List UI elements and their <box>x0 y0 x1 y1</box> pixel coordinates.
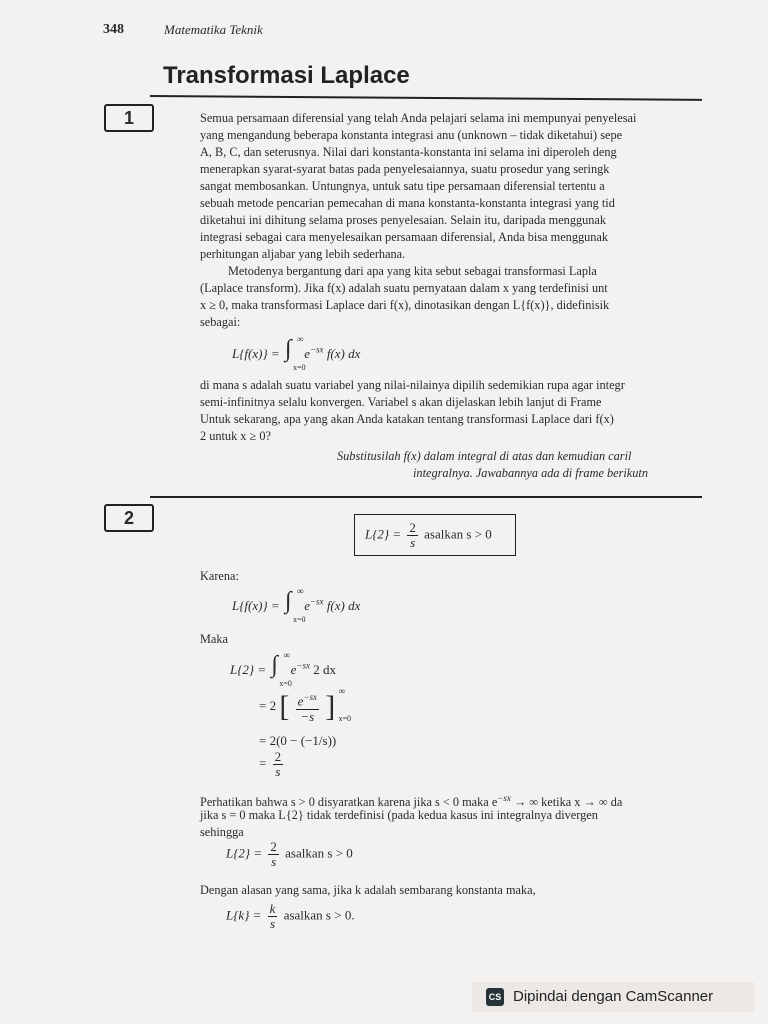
integral-lower: x=0 <box>292 615 306 624</box>
frame-2-rule <box>150 496 702 498</box>
integrand-e: e <box>290 661 297 677</box>
step2-fraction <box>296 690 319 723</box>
watermark-text: Dipindai dengan CamScanner <box>513 988 714 1005</box>
step2-numerator: e <box>297 693 304 709</box>
general-condition: asalkan s > 0. <box>283 907 355 923</box>
answer-expression <box>365 521 492 550</box>
derivation-step-2: = 2 [ $\frac{e^{-sx}}{-s}$ ] ∞ x=0 <box>259 686 351 724</box>
step1-integrand-rest: 2 dx <box>313 661 337 677</box>
text-line: sebagai: <box>200 315 241 329</box>
result-fraction <box>268 840 279 869</box>
integral-lower: x=0 <box>292 363 306 372</box>
answer-box <box>354 514 516 556</box>
integrand-e: e <box>304 597 310 613</box>
frame-1-rule <box>150 95 702 101</box>
frame-2-number: 2 <box>104 504 154 532</box>
result-numerator: 2 <box>270 839 277 854</box>
integrand-exponent: −sx <box>296 660 311 671</box>
note-line: sehingga <box>200 825 244 839</box>
general-expression <box>226 902 355 931</box>
result-condition: asalkan s > 0 <box>285 845 353 861</box>
step2-exponent: −sx <box>303 692 317 703</box>
integrand-rest: f(x) dx <box>326 597 361 613</box>
text-line: 2 untuk x ≥ 0? <box>200 429 271 443</box>
text-line: di mana s adalah suatu variabel yang nilai-nilainya dipilih sedemikian rupa agar integr <box>200 378 625 392</box>
note-exponent: −sx <box>497 793 511 803</box>
integrand-exponent: −sx <box>309 344 324 355</box>
integral-symbol: ∫ <box>271 652 278 678</box>
integral-upper: ∞ <box>296 334 304 344</box>
result-expression <box>226 840 353 869</box>
note-line: Perhatikan bahwa s > 0 disyaratkan karena jika s < 0 maka e <box>200 795 498 810</box>
step4-denominator: s <box>275 764 281 779</box>
general-denominator: s <box>270 916 276 931</box>
general-numerator: k <box>269 901 276 916</box>
text-line: menerapkan syarat-syarat batas pada penyelesaiannya, suatu prosedur yang seringk <box>200 162 610 176</box>
answer-denominator: s <box>410 535 416 550</box>
camscanner-icon: CS <box>486 988 504 1006</box>
step4-numerator: 2 <box>274 749 282 764</box>
step4-fraction <box>273 750 284 779</box>
section-title: Transformasi Laplace <box>163 62 410 89</box>
text-line: A, B, C, dan seterusnya. Nilai dari konstanta-konstanta ini selama ini diperoleh deng <box>200 145 617 159</box>
derivation-step-3: = 2(0 − (−1/s)) <box>259 733 337 748</box>
text-line: sebuah metode pencarian pemecahan di mana konstanta-konstanta integrasi yang tid <box>200 196 615 210</box>
text-line: diketahui ini dihitung selama proses penyelesaian. Selain itu, daripada menggunak <box>200 213 607 227</box>
text-line: x ≥ 0, maka transformasi Laplace dari f(x), dinotasikan dengan L{f(x)}, didefinisik <box>200 298 610 312</box>
hint-line: Substitusilah f(x) dalam integral di atas dan kemudian caril <box>337 449 632 463</box>
text-line: Metodenya bergantung dari apa yang kita sebut sebagai transformasi Lapla <box>228 264 597 278</box>
camscanner-watermark <box>472 982 754 1012</box>
karena-label: Karena: <box>200 569 239 583</box>
text-line: semi-infinitnya selalu konvergen. Variabel s akan dijelaskan lebih lanjut di Frame <box>200 395 602 409</box>
note-line-tail: → ∞ ketika x → ∞ da <box>513 795 623 810</box>
text-line: Semua persamaan diferensial yang telah Anda pelajari selama ini mempunyai penyelesai <box>200 111 637 125</box>
bracket-lower: x=0 <box>338 714 351 723</box>
text-line: (Laplace transform). Jika f(x) adalah suatu pernyataan dalam x yang terdefinisi unt <box>200 281 608 295</box>
general-lhs: L{k} = <box>226 907 262 923</box>
answer-condition: asalkan s > 0 <box>424 526 492 542</box>
integrand-exponent: −sx <box>309 596 324 607</box>
note-line: jika s = 0 maka L{2} tidak terdefinisi (pada kedua kasus ini integralnya divergen <box>200 808 598 822</box>
text-line: sangat membosankan. Untungnya, untuk satu tipe persamaan diferensial tertentu a <box>200 179 605 193</box>
hint-line: integralnya. Jawabannya ada di frame berikutn <box>413 466 648 480</box>
integral-symbol: ∫ <box>284 336 292 362</box>
result-lhs: L{2} = <box>226 845 263 861</box>
page-number: 348 <box>103 22 124 37</box>
integral-symbol: ∫ <box>284 588 292 614</box>
step1-lhs: L{2} = <box>230 661 267 677</box>
integrand-e: e <box>304 345 310 361</box>
general-line: Dengan alasan yang sama, jika k adalah sembarang konstanta maka, <box>200 883 536 897</box>
integral-upper: ∞ <box>296 586 304 596</box>
laplace-definition <box>232 334 361 372</box>
definition-lhs: L{f(x)} = <box>232 597 280 613</box>
text-line: Untuk sekarang, apa yang akan Anda katakan tentang transformasi Laplace dari f(x) <box>200 412 614 426</box>
text-line: integrasi sebagai cara menyelesaikan persamaan diferensial, Anda bisa menggunak <box>200 230 609 244</box>
text-line: perhitungan aljabar yang lebih sederhana. <box>200 247 406 261</box>
integral-lower: x=0 <box>279 679 292 688</box>
answer-lhs: L{2} = <box>365 526 402 542</box>
answer-fraction <box>407 521 418 550</box>
step2-denominator: −s <box>300 708 315 724</box>
derivation-step-1 <box>230 650 337 688</box>
result-denominator: s <box>271 854 277 869</box>
definition-lhs: L{f(x)} = <box>232 345 280 361</box>
frame-1-number: 1 <box>104 104 154 132</box>
general-fraction <box>268 902 278 931</box>
answer-numerator: 2 <box>409 520 416 535</box>
bracket-upper: ∞ <box>338 686 345 696</box>
karena-definition <box>232 586 361 624</box>
text-line: yang mengandung beberapa konstanta integrasi anu (unknown – tidak diketahui) sepe <box>200 128 623 142</box>
integrand-rest: f(x) dx <box>326 345 361 361</box>
maka-label: Maka <box>200 632 228 646</box>
running-head: Matematika Teknik <box>164 22 263 37</box>
integral-upper: ∞ <box>283 650 290 660</box>
derivation-step-4: = $\frac{2}{s}$ <box>259 749 282 779</box>
